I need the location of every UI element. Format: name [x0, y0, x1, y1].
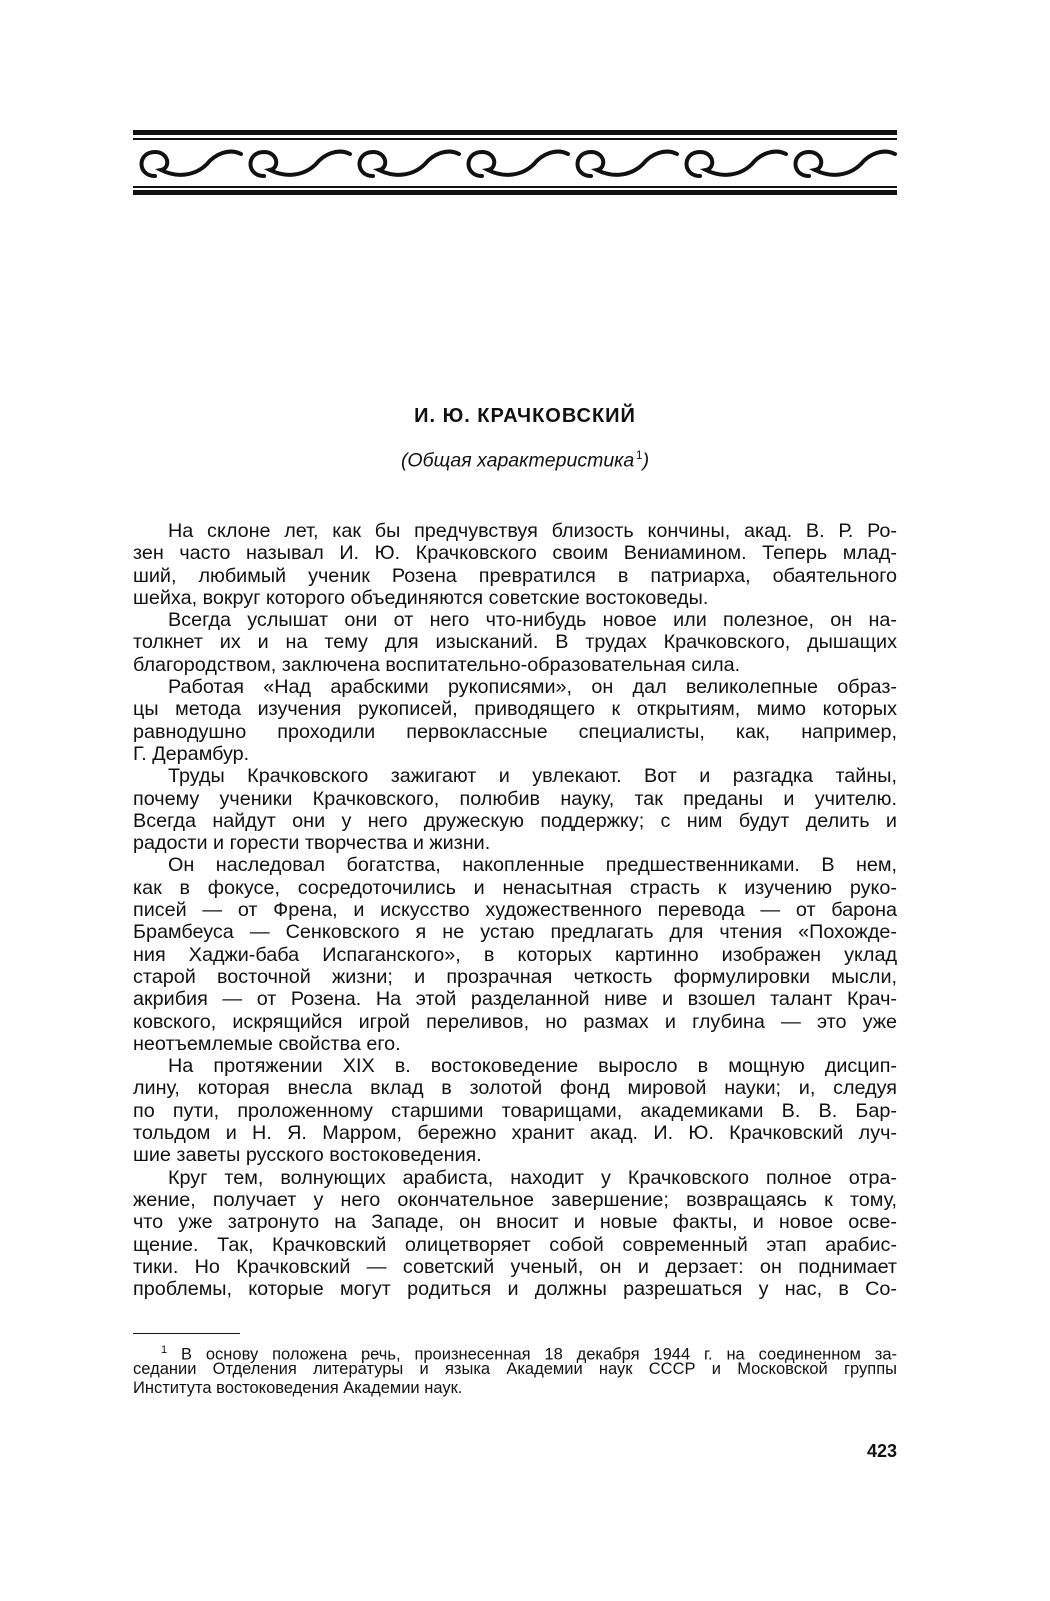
body-line: старой восточной жизни; и прозрачная четкость формулировки мысли, — [133, 965, 897, 988]
wave-scroll — [360, 152, 460, 176]
wave-scroll — [578, 152, 678, 176]
body-line: радости и горести творчества и жизни. — [133, 832, 491, 855]
body-line: что уже затронуто на Западе, он вносит и новые факты, и новое осве- — [133, 1211, 897, 1234]
body-line: Г. Дерамбур. — [133, 742, 250, 765]
footnote-ref: 1 — [635, 448, 643, 462]
body-line: ния Хаджи-баба Испаганского», в которых картинно изображен уклад — [133, 943, 897, 966]
body-line: как в фокусе, сосредоточились и ненасытная страсть к изучению руко- — [133, 876, 897, 899]
wave-scroll — [251, 152, 351, 176]
greek-wave-ornament-icon — [133, 130, 897, 196]
body-line: жение, получает у него окончательное завершение; возвращаясь к тому, — [133, 1188, 897, 1211]
body-line: зен часто называл И. Ю. Крачковского своим Вениамином. Теперь млад- — [133, 542, 897, 565]
subtitle-text: (Общая характеристика — [400, 449, 635, 472]
body-line: равнодушно проходили первоклассные специалисты, как, например, — [133, 720, 897, 743]
footnote-line — [133, 1341, 897, 1364]
body-line: тольдом и Н. Я. Марром, бережно хранит акад. И. Ю. Крачковский луч- — [133, 1122, 897, 1145]
body-line: лину, которая внесла вклад в золотой фонд мировой науки; и, следуя — [133, 1077, 897, 1100]
footnote-marker: 1 — [161, 1344, 168, 1356]
article-subtitle — [0, 448, 1050, 473]
body-line: толкнет их и на тему для изысканий. В трудах Крачковского, дышащих — [133, 631, 897, 654]
body-line: благородством, заключена воспитательно-образовательная сила. — [133, 653, 741, 676]
footnote — [133, 1341, 897, 1398]
body-line: Работая «Над арабскими рукописями», он дал великолепные образ- — [168, 676, 897, 699]
wave-scroll — [142, 152, 242, 176]
body-line: ковского, искрящийся игрой переливов, но размах и глубина — это уже — [133, 1010, 897, 1033]
footnote-line: Института востоковедения Академии наук. — [133, 1379, 463, 1397]
body-line: писей — от Френа, и искусство художественного перевода — от барона — [133, 899, 897, 922]
wave-scroll — [687, 152, 787, 176]
body-line: На склоне лет, как бы предчувствуя близость кончины, акад. В. Р. Ро- — [168, 520, 897, 542]
body-line: щение. Так, Крачковский олицетворяет собой современный этап арабис- — [133, 1233, 897, 1256]
article-title: И. Ю. КРАЧКОВСКИЙ — [414, 405, 636, 427]
page-number: 423 — [866, 1441, 897, 1461]
body-line: Труды Крачковского зажигают и увлекают. Вот и разгадка тайны, — [168, 765, 897, 788]
body-line: Всегда найдут они у него дружескую поддержку; с ним будут делить и — [133, 809, 897, 832]
body-line: Он наследовал богатства, накопленные предшественниками. В нем, — [168, 854, 897, 877]
body-line: неотъемлемые свойства его. — [133, 1032, 401, 1055]
footnote-line-text: В основу положена речь, произнесенная 18 декабря 1944 г. на соединенном за- — [167, 1345, 897, 1364]
body-line: шейха, вокруг которого объединяются советские востоковеды. — [133, 586, 709, 609]
footnote-line: седании Отделения литературы и языка Академии наук СССР и Московской группы — [133, 1360, 897, 1378]
footnote-divider — [133, 1333, 240, 1334]
wave-scroll — [469, 152, 569, 176]
body-line: проблемы, которые могут родиться и должны разрешаться у нас, в Со- — [133, 1278, 897, 1301]
body-line: Брамбеуса — Сенковского я не устаю предлагать для чтения «Похожде- — [133, 921, 897, 944]
body-line: Круг тем, волнующих арабиста, находит у Крачковского полное отра- — [168, 1166, 897, 1189]
body-line: ший, любимый ученик Розена превратился в патриарха, обаятельного — [133, 564, 897, 587]
wave-scroll — [796, 152, 896, 176]
subtitle-close: ) — [642, 449, 650, 472]
body-line: почему ученики Крачковского, полюбив науку, так преданы и учителю. — [133, 787, 897, 810]
body-line: по пути, проложенному старшими товарищами, академиками В. В. Бар- — [133, 1099, 897, 1122]
body-text — [133, 520, 897, 1300]
body-line: акрибия — от Розена. На этой разделанной ниве и взошел талант Крач- — [133, 988, 897, 1011]
body-line: тики. Но Крачковский — советский ученый, он и дерзает: он поднимает — [133, 1255, 897, 1278]
body-line: Всегда услышат они от него что-нибудь новое или полезное, он на- — [168, 609, 897, 632]
body-line: шие заветы русского востоковедения. — [133, 1144, 482, 1167]
body-line: На протяжении XIX в. востоковедение выросло в мощную дисцип- — [168, 1055, 897, 1078]
body-line: цы метода изучения рукописей, приводящего к открытиям, мимо которых — [133, 698, 897, 721]
